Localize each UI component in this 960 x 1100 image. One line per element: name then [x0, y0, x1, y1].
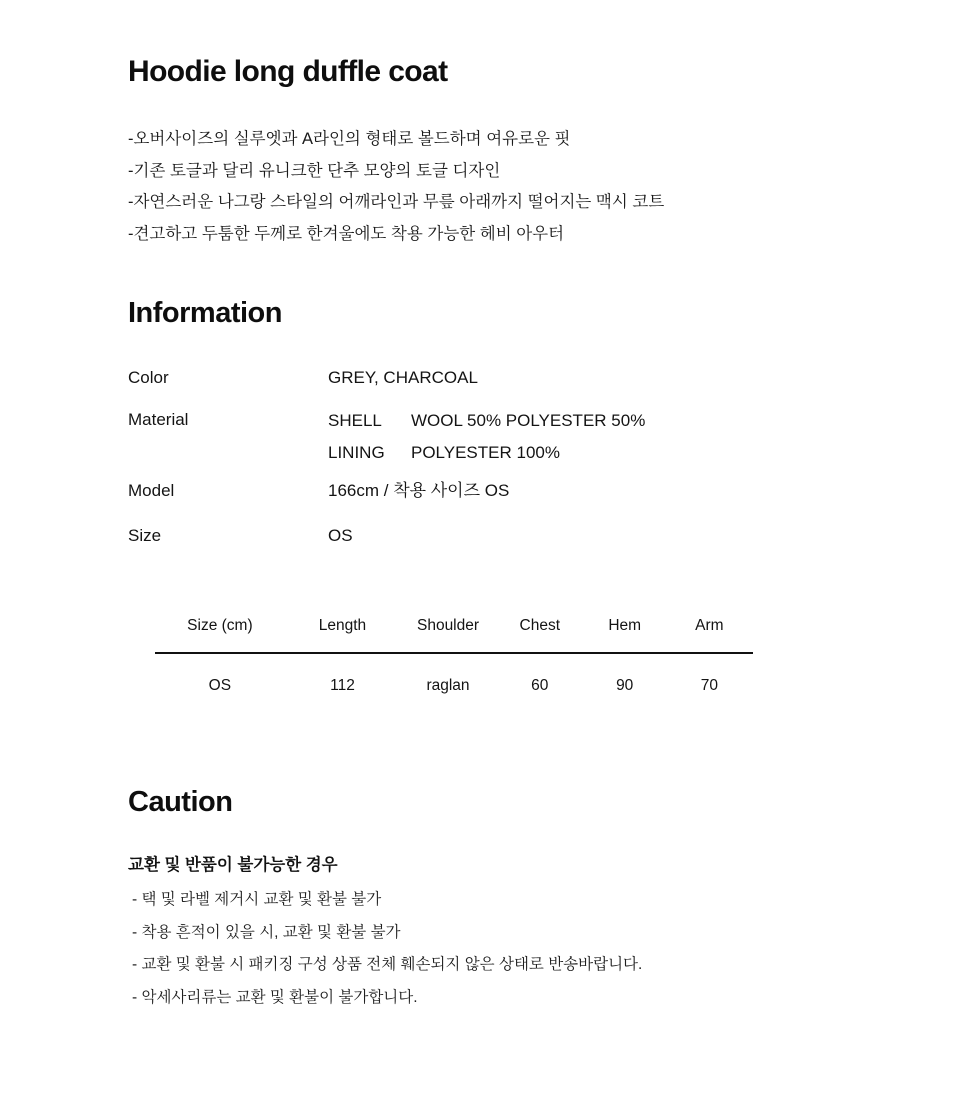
caution-item: - 악세사리류는 교환 및 환불이 불가합니다.	[132, 988, 418, 1006]
size-table-data-row	[155, 653, 753, 701]
description-line: -자연스러운 나그랑 스타일의 어깨라인과 무릎 아래까지 떨어지는 맥시 코트	[128, 193, 665, 211]
size-cell-hem: 90	[616, 677, 634, 694]
info-label-color: Color	[128, 368, 169, 387]
material-part-lining: LINING	[328, 443, 385, 462]
size-table-header-size: Size (cm)	[155, 612, 285, 653]
size-table-header-arm: Arm	[666, 612, 753, 653]
size-cell-chest: 60	[531, 677, 549, 694]
info-label-size: Size	[128, 526, 162, 545]
description-line: -오버사이즈의 실루엣과 A라인의 형태로 볼드하며 여유로운 핏	[128, 130, 571, 148]
size-cell-shoulder: raglan	[426, 677, 470, 694]
size-table-header-length: Length	[285, 612, 400, 653]
size-cell-length: 112	[330, 677, 355, 694]
size-table	[155, 612, 753, 701]
caution-item: - 교환 및 환불 시 패키징 구성 상품 전체 훼손되지 않은 상태로 반송바랍니다.	[132, 956, 643, 973]
section-heading-information: Information	[128, 297, 282, 329]
page-title: Hoodie long duffle coat	[128, 55, 448, 88]
material-part-shell: SHELL	[328, 411, 382, 430]
size-table-header-shoulder: Shoulder	[400, 612, 496, 653]
size-cell-arm: 70	[700, 677, 718, 694]
info-row-size	[128, 521, 848, 551]
description-line: -기존 토글과 달리 유니크한 단추 모양의 토글 디자인	[128, 161, 501, 180]
info-value-size: OS	[328, 526, 353, 545]
material-line-lining	[328, 437, 645, 469]
info-value-material	[328, 405, 645, 469]
description-line: -견고하고 두툼한 두께로 한겨울에도 착용 가능한 헤비 아우터	[128, 224, 565, 243]
info-label-material: Material	[128, 410, 189, 429]
info-label-model: Model	[128, 481, 175, 500]
caution-subheading: 교환 및 반품이 불가능한 경우	[128, 856, 338, 874]
material-composition-lining: POLYESTER 100%	[411, 443, 560, 462]
caution-list	[132, 884, 642, 1014]
info-value-color: GREY, CHARCOAL	[328, 368, 478, 387]
material-composition-shell: WOOL 50% POLYESTER 50%	[411, 411, 646, 430]
material-line-shell	[328, 405, 645, 437]
section-heading-caution: Caution	[128, 786, 233, 818]
caution-item: - 착용 흔적이 있을 시, 교환 및 환불 불가	[132, 923, 401, 941]
size-table-header-hem: Hem	[584, 612, 666, 653]
info-row-model	[128, 476, 848, 506]
info-value-model: 166cm / 착용 사이즈 OS	[328, 481, 510, 500]
product-description-list	[128, 124, 664, 250]
info-row-material	[128, 405, 848, 469]
info-row-color	[128, 363, 848, 393]
size-table-header-row	[155, 612, 753, 653]
size-cell-size: OS	[208, 677, 232, 694]
caution-item: - 택 및 라벨 제거시 교환 및 환불 불가	[132, 891, 382, 908]
size-table-header-chest: Chest	[496, 612, 584, 653]
